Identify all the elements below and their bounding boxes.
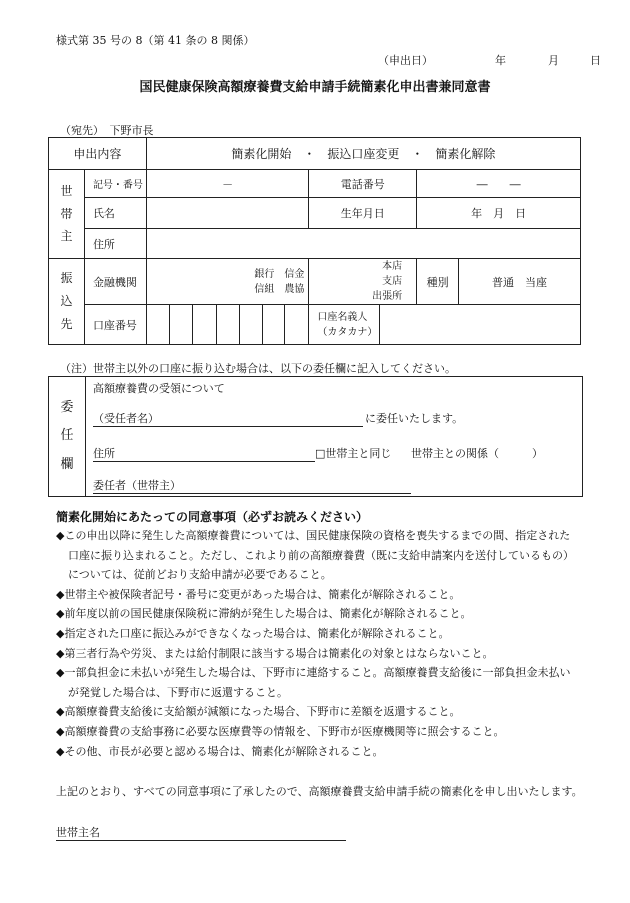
phone-field[interactable]: ― ― — [417, 170, 581, 198]
birth-label: 生年月日 — [309, 198, 417, 229]
address-field[interactable] — [146, 229, 580, 259]
bank-field[interactable] — [146, 259, 309, 305]
recipient-field[interactable]: （受任者名） — [93, 410, 363, 427]
account-digit[interactable] — [169, 305, 192, 345]
branch-main: 本店 — [382, 261, 403, 272]
name-field[interactable] — [146, 198, 309, 229]
account-type-field[interactable]: 普通 当座 — [459, 259, 581, 305]
consent-item: ◆前年度以前の国民健康保険税に滞納が発生した場合は、簡素化が解除されること。 — [56, 607, 472, 621]
branch-field[interactable] — [309, 259, 417, 305]
signature-field[interactable]: 世帯主名 — [56, 824, 346, 841]
bank-types-row1: 銀行 信金 — [254, 268, 305, 280]
consent-list — [56, 526, 612, 761]
delegator-field[interactable]: 委任者（世帯主） — [93, 477, 411, 494]
relation-field[interactable]: 世帯主との関係（ ） — [411, 447, 543, 460]
date-year: 年 — [495, 54, 506, 67]
symbol-number-field[interactable]: － — [146, 170, 309, 198]
consent-item: が発覚した場合は、下野市に返還すること。 — [68, 685, 288, 699]
note-text: （注）世帯主以外の口座に振り込む場合は、以下の委任欄に記入してください。 — [60, 362, 456, 375]
delegation-label: 委 任 欄 — [49, 377, 86, 496]
symbol-number-label: 記号・番号 — [84, 170, 146, 198]
consent-item: ◆世帯主や被保険者記号・番号に変更があった場合は、簡素化が解除されること。 — [56, 587, 461, 601]
form-number: 様式第 35 号の 8（第 41 条の 8 関係） — [56, 34, 255, 47]
account-digit[interactable] — [262, 305, 285, 345]
request-options[interactable]: 簡素化開始 ・ 振込口座変更 ・ 簡素化解除 — [146, 138, 580, 170]
account-digit[interactable] — [146, 305, 169, 345]
date-month: 月 — [548, 54, 559, 67]
account-number-label: 口座番号 — [84, 305, 146, 345]
birth-field[interactable]: 年 月 日 — [417, 198, 581, 229]
account-holder-field[interactable] — [380, 305, 581, 345]
branch-sub: 支店 — [382, 276, 403, 287]
name-label: 氏名 — [84, 198, 146, 229]
consent-item: ◆一部負担金に未払いが発生した場合は、下野市に連絡すること。高額療養費支給後に一部負担金未払い — [56, 666, 571, 680]
phone-label: 電話番号 — [309, 170, 417, 198]
branch-office: 出張所 — [372, 291, 403, 302]
delegation-line1: 高額療養費の受領について — [93, 382, 225, 395]
consent-item: ◆指定された口座に振込みができなくなった場合は、簡素化が解除されること。 — [56, 626, 450, 640]
bank-label: 金融機関 — [84, 259, 146, 305]
consent-item: ◆第三者行為や労災、または給付制限に該当する場合は簡素化の対象とはならないこと。 — [56, 646, 494, 660]
date-label: （申出日） — [378, 54, 433, 67]
account-type-label: 種別 — [417, 259, 459, 305]
consent-item: ◆その他、市長が必要と認める場合は、簡素化が解除されること。 — [56, 744, 384, 758]
account-digit[interactable] — [285, 305, 309, 345]
form-title: 国民健康保険高額療養費支給申請手続簡素化申出書兼同意書 — [139, 80, 491, 95]
consent-item: ◆この申出以降に発生した高額療養費については、国民健康保険の資格を喪失するまでの間、指定された — [56, 529, 571, 542]
addressee: （宛先） 下野市長 — [60, 124, 154, 137]
address-label: 住所 — [84, 229, 146, 259]
delegation-address-field[interactable]: 住所 — [93, 445, 315, 462]
transfer-section-label: 振 込 先 — [49, 259, 85, 345]
account-holder-label: 口座名義人 （カタカナ） — [309, 305, 380, 345]
consent-item: については、従前どおり支給申請が必要であること。 — [68, 568, 332, 582]
consent-item: ◆高額療養費支給後に支給額が減額になった場合、下野市に差額を返還すること。 — [56, 705, 461, 719]
request-label: 申出内容 — [49, 138, 147, 170]
closing-statement: 上記のとおり、すべての同意事項に了承したので、高額療養費支給申請手続の簡素化を申し出いたします。 — [56, 785, 583, 798]
consent-item: ◆高額療養費の支給事務に必要な医療費等の情報を、下野市が医療機関等に照会すること。 — [56, 724, 505, 738]
delegation-box — [48, 376, 583, 497]
account-digit[interactable] — [192, 305, 216, 345]
bank-types-row2: 信組 農協 — [254, 283, 305, 295]
householder-section-label: 世 帯 主 — [49, 170, 85, 259]
consent-item: 口座に振り込まれること。ただし、これより前の高額療養費（既に支給申請案内を送付しているもの） — [68, 548, 574, 562]
consent-heading: 簡素化開始にあたっての同意事項（必ずお読みください） — [56, 510, 369, 524]
application-table — [48, 137, 581, 345]
account-digit[interactable] — [216, 305, 239, 345]
account-digit[interactable] — [239, 305, 262, 345]
same-as-householder-checkbox[interactable]: □世帯主と同じ — [315, 447, 392, 460]
date-day: 日 — [590, 54, 601, 67]
delegate-text: に委任いたします。 — [365, 412, 464, 425]
